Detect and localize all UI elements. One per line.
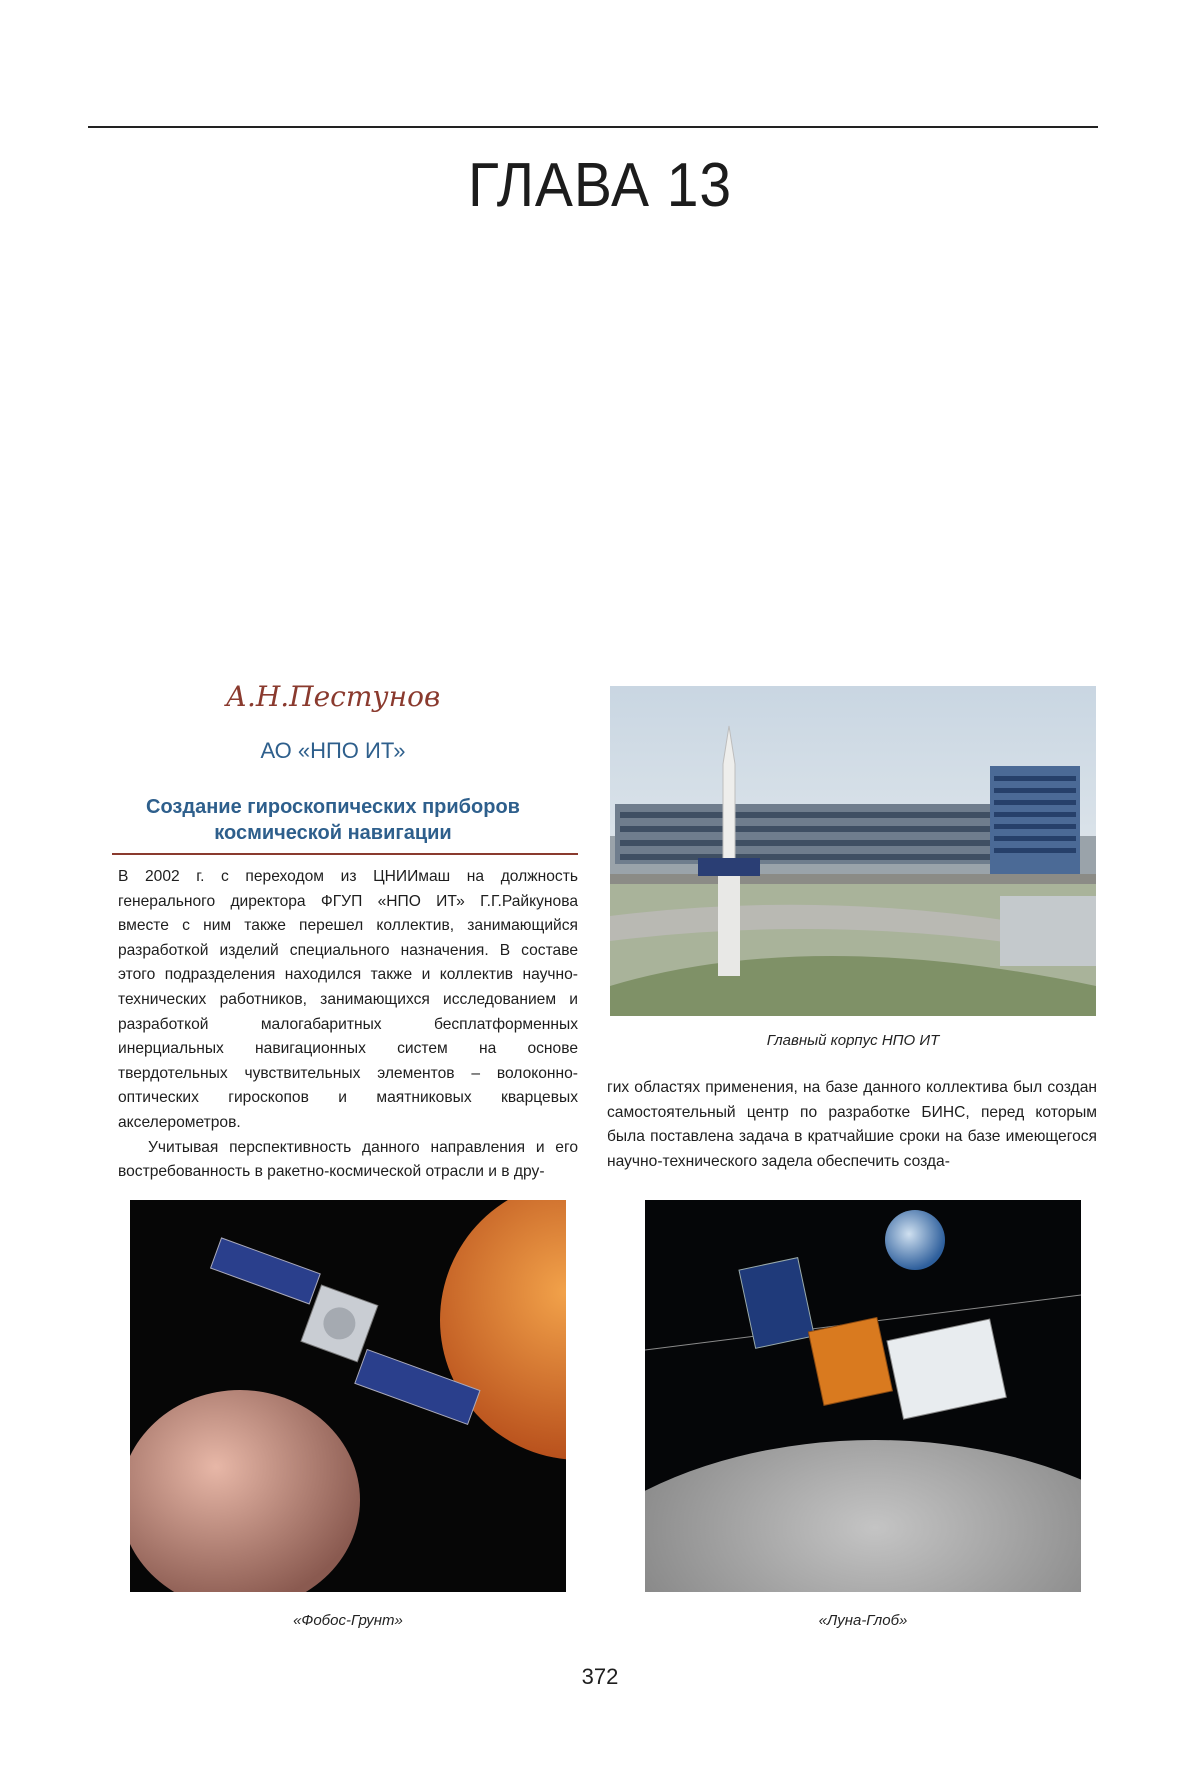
luna-glob-caption: «Луна-Глоб»	[818, 1612, 908, 1629]
body-column-right	[607, 1076, 1097, 1174]
luna-glob-image	[645, 1200, 1081, 1592]
building-caption: Главный корпус НПО ИТ	[766, 1032, 940, 1049]
section-title-line: Создание гироскопических приборов	[146, 796, 520, 818]
top-rule	[88, 126, 1098, 128]
building-photo	[610, 686, 1096, 1016]
body-paragraph: гих областях применения, на базе данного коллектива был создан самостоятельный центр по разработке БИНС, перед которым была поставлена задача в кратчайшие сроки на базе имеющегося научно-технического задела обеспечить созда-	[607, 1079, 1097, 1170]
section-title	[88, 794, 578, 846]
phobos-grunt-image	[130, 1200, 566, 1592]
body-column-left	[118, 865, 578, 1185]
body-paragraph: В 2002 г. с переходом из ЦНИИмаш на должность генерального директора ФГУП «НПО ИТ» Г.Г.Райкунова вместе с ним также перешел коллектив, занимающийся разработкой изделий специального назначения. В составе этого подразделения находился также и коллектив научно-технических работников, занимающихся исследованием и разработкой малогабаритных бесплатформенных инерциальных навигационных систем на основе твердотельных чувствительных элементов – волоконно-оптических гироскопов и маятниковых кварцевых акселерометров.	[118, 868, 578, 1131]
body-paragraph: Учитывая перспективность данного направления и его востребованность в ракетно-космической отрасли и в дру-	[118, 1138, 578, 1181]
section-title-line: космической навигации	[214, 822, 452, 844]
phobos-grunt-caption: «Фобос-Грунт»	[293, 1612, 403, 1629]
author-name: А.Н.Пестунов	[225, 680, 441, 713]
section-rule	[112, 853, 578, 855]
page-number: 372	[581, 1664, 619, 1689]
organization-name: АО «НПО ИТ»	[260, 738, 406, 763]
chapter-title: ГЛАВА 13	[467, 151, 733, 220]
